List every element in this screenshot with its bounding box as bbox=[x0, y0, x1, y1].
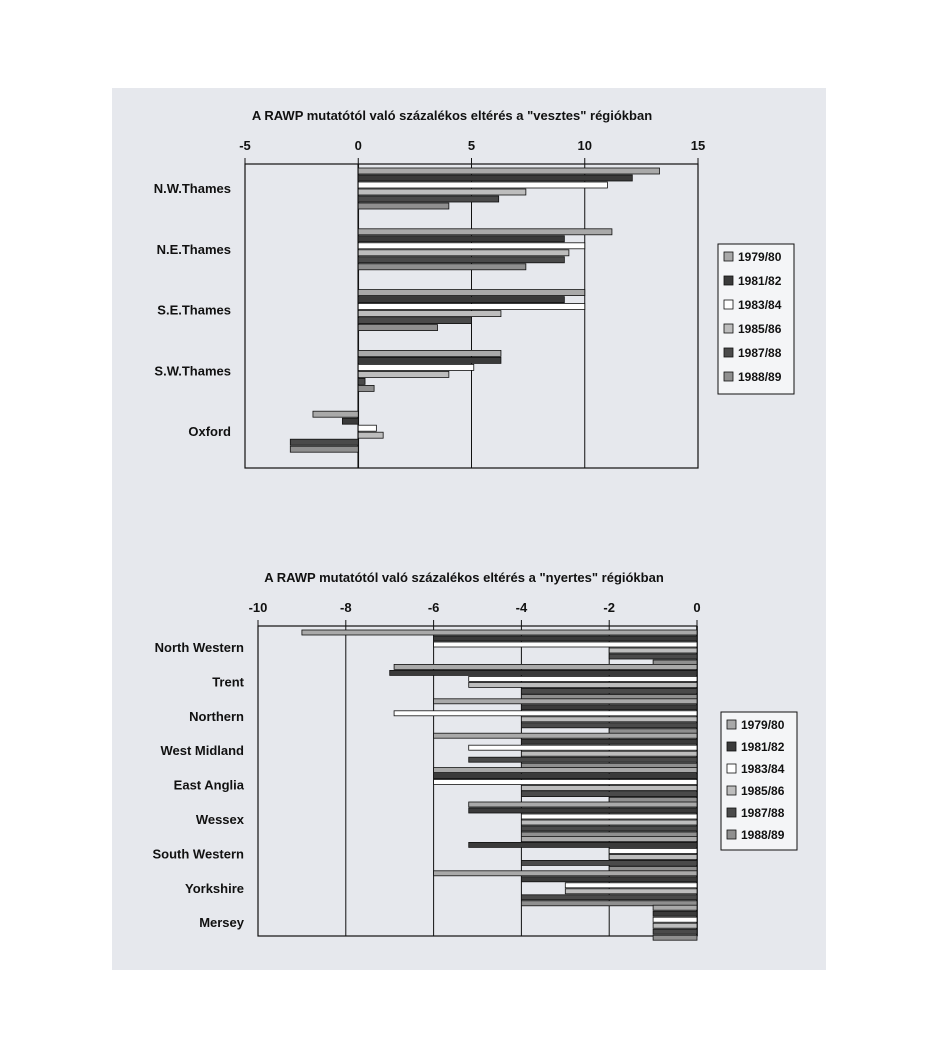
legend-swatch-1988-89 bbox=[727, 830, 736, 839]
legend-swatch-1981-82 bbox=[727, 742, 736, 751]
bar-s-w-thames-1983-84 bbox=[358, 364, 474, 370]
legend-swatch-1983-84 bbox=[724, 300, 733, 309]
x-tick-label: -6 bbox=[427, 600, 440, 615]
bar-s-w-thames-1979-80 bbox=[358, 350, 501, 356]
bar-mersey-1981-82 bbox=[653, 911, 697, 916]
bar-s-e-thames-1985-86 bbox=[358, 311, 501, 317]
bar-wessex-1981-82 bbox=[469, 808, 697, 813]
category-label-yorkshire: Yorkshire bbox=[184, 880, 244, 896]
bar-s-w-thames-1981-82 bbox=[358, 357, 501, 363]
bar-west-midland-1981-82 bbox=[521, 739, 697, 744]
category-label-east-anglia: East Anglia bbox=[173, 777, 244, 793]
bar-mersey-1979-80 bbox=[653, 905, 697, 910]
bar-north-western-1979-80 bbox=[302, 630, 697, 635]
legend-label-1983-84: 1983/84 bbox=[741, 762, 785, 776]
legend-label-1985-86: 1985/86 bbox=[741, 784, 785, 798]
category-label-n-e-thames: N.E.Thames bbox=[156, 241, 231, 257]
bar-oxford-1983-84 bbox=[358, 425, 376, 431]
legend-swatch-1979-80 bbox=[724, 252, 733, 261]
legend-swatch-1979-80 bbox=[727, 720, 736, 729]
chart-2 bbox=[153, 570, 798, 940]
bar-trent-1979-80 bbox=[394, 664, 697, 669]
legend-label-1988-89: 1988/89 bbox=[741, 828, 785, 842]
category-label-west-midland: West Midland bbox=[160, 743, 244, 759]
category-label-north-western: North Western bbox=[154, 640, 244, 655]
bar-east-anglia-1983-84 bbox=[434, 780, 697, 785]
bar-northern-1985-86 bbox=[521, 717, 697, 722]
bar-yorkshire-1979-80 bbox=[434, 871, 697, 876]
bar-south-western-1981-82 bbox=[469, 842, 697, 847]
legend-swatch-1985-86 bbox=[724, 324, 733, 333]
category-label-oxford: Oxford bbox=[188, 424, 231, 440]
bar-north-western-1987-88 bbox=[609, 654, 697, 659]
bar-west-midland-1985-86 bbox=[521, 751, 697, 756]
bar-s-w-thames-1985-86 bbox=[358, 371, 449, 377]
category-label-wessex: Wessex bbox=[195, 812, 244, 827]
bar-east-anglia-1987-88 bbox=[521, 792, 697, 797]
bar-east-anglia-1981-82 bbox=[434, 774, 697, 779]
charts-canvas bbox=[112, 88, 826, 970]
bar-n-w-thames-1981-82 bbox=[358, 175, 632, 181]
bar-s-w-thames-1987-88 bbox=[358, 378, 365, 384]
category-label-trent: Trent bbox=[212, 674, 244, 690]
bar-northern-1983-84 bbox=[394, 711, 697, 716]
legend-label-1987-88: 1987/88 bbox=[738, 346, 782, 360]
bar-west-midland-1979-80 bbox=[434, 733, 697, 738]
bar-northern-1987-88 bbox=[521, 723, 697, 728]
legend-label-1985-86: 1985/86 bbox=[738, 322, 782, 336]
x-tick-label: 10 bbox=[577, 138, 592, 153]
bar-n-e-thames-1988-89 bbox=[358, 264, 526, 270]
x-tick-label: 15 bbox=[690, 138, 706, 153]
bar-northern-1979-80 bbox=[434, 699, 697, 704]
legend-label-1981-82: 1981/82 bbox=[738, 274, 782, 288]
bar-north-western-1985-86 bbox=[609, 648, 697, 653]
legend-swatch-1983-84 bbox=[727, 764, 736, 773]
chart-title: A RAWP mutatótól való százalékos eltérés a "vesztes" régiókban bbox=[251, 108, 653, 123]
bar-mersey-1983-84 bbox=[653, 917, 697, 922]
chart-1 bbox=[154, 108, 794, 468]
bar-oxford-1985-86 bbox=[358, 432, 383, 438]
bar-mersey-1985-86 bbox=[653, 923, 697, 928]
bar-yorkshire-1985-86 bbox=[565, 889, 697, 894]
legend-label-1979-80: 1979/80 bbox=[738, 250, 782, 264]
bar-west-midland-1983-84 bbox=[469, 745, 697, 750]
bar-northern-1981-82 bbox=[521, 705, 697, 710]
bar-trent-1987-88 bbox=[521, 688, 697, 693]
legend-swatch-1988-89 bbox=[724, 372, 733, 381]
x-tick-label: 0 bbox=[354, 138, 362, 153]
x-tick-label: -4 bbox=[515, 600, 528, 615]
legend-swatch-1987-88 bbox=[727, 808, 736, 817]
bar-south-western-1983-84 bbox=[609, 848, 697, 853]
category-label-northern: Northern bbox=[189, 708, 244, 724]
bar-mersey-1987-88 bbox=[653, 929, 697, 934]
bar-oxford-1988-89 bbox=[290, 446, 358, 452]
x-tick-label: -5 bbox=[239, 138, 251, 153]
category-label-south-western: South Western bbox=[152, 846, 244, 862]
x-tick-label: -10 bbox=[248, 600, 268, 615]
x-tick-label: 5 bbox=[467, 138, 476, 153]
bar-s-e-thames-1981-82 bbox=[358, 297, 564, 303]
bar-n-w-thames-1979-80 bbox=[358, 168, 659, 174]
bar-n-e-thames-1985-86 bbox=[358, 250, 569, 256]
bar-oxford-1979-80 bbox=[313, 411, 358, 417]
legend-label-1983-84: 1983/84 bbox=[738, 298, 782, 312]
bar-wessex-1987-88 bbox=[521, 826, 697, 831]
bar-wessex-1985-86 bbox=[521, 820, 697, 825]
bar-n-w-thames-1983-84 bbox=[358, 182, 607, 188]
bar-yorkshire-1983-84 bbox=[565, 883, 697, 888]
legend-swatch-1985-86 bbox=[727, 786, 736, 795]
legend-label-1979-80: 1979/80 bbox=[741, 718, 785, 732]
bar-n-e-thames-1983-84 bbox=[358, 243, 585, 249]
legend bbox=[718, 244, 794, 394]
bar-yorkshire-1987-88 bbox=[521, 895, 697, 900]
category-label-s-e-thames: S.E.Thames bbox=[157, 302, 231, 318]
x-tick-label: -2 bbox=[603, 600, 615, 615]
bar-n-e-thames-1981-82 bbox=[358, 236, 564, 242]
bar-yorkshire-1981-82 bbox=[521, 877, 697, 882]
bar-north-western-1983-84 bbox=[434, 642, 697, 647]
bar-east-anglia-1985-86 bbox=[521, 786, 697, 791]
bar-wessex-1983-84 bbox=[521, 814, 697, 819]
bar-south-western-1985-86 bbox=[609, 854, 697, 859]
bar-s-e-thames-1979-80 bbox=[358, 290, 585, 296]
legend bbox=[721, 712, 797, 850]
legend-swatch-1987-88 bbox=[724, 348, 733, 357]
bar-south-western-1987-88 bbox=[521, 860, 697, 865]
category-label-s-w-thames: S.W.Thames bbox=[154, 363, 231, 379]
category-label-mersey: Mersey bbox=[199, 915, 244, 931]
bar-n-w-thames-1987-88 bbox=[358, 196, 498, 202]
bar-wessex-1979-80 bbox=[469, 802, 697, 807]
legend-label-1981-82: 1981/82 bbox=[741, 740, 785, 754]
legend-label-1987-88: 1987/88 bbox=[741, 806, 785, 820]
x-tick-label: 0 bbox=[693, 600, 701, 615]
bar-trent-1985-86 bbox=[469, 682, 697, 687]
bar-east-anglia-1979-80 bbox=[434, 768, 697, 773]
bar-north-western-1981-82 bbox=[434, 636, 697, 641]
bar-s-e-thames-1983-84 bbox=[358, 304, 585, 310]
bar-oxford-1987-88 bbox=[290, 439, 358, 445]
bar-s-e-thames-1988-89 bbox=[358, 325, 437, 331]
chart-title: A RAWP mutatótól való százalékos eltérés a "nyertes" régiókban bbox=[264, 570, 664, 585]
bar-oxford-1981-82 bbox=[342, 418, 358, 424]
scanned-page bbox=[112, 88, 826, 970]
bar-s-e-thames-1987-88 bbox=[358, 318, 471, 324]
bar-west-midland-1987-88 bbox=[469, 757, 697, 762]
x-tick-label: -8 bbox=[340, 600, 352, 615]
bar-south-western-1979-80 bbox=[521, 836, 697, 841]
bar-s-w-thames-1988-89 bbox=[358, 385, 374, 391]
bar-n-e-thames-1987-88 bbox=[358, 257, 564, 263]
bar-trent-1981-82 bbox=[390, 670, 697, 675]
bar-n-e-thames-1979-80 bbox=[358, 229, 612, 235]
bar-trent-1983-84 bbox=[469, 676, 697, 681]
category-label-n-w-thames: N.W.Thames bbox=[153, 181, 231, 196]
legend-label-1988-89: 1988/89 bbox=[738, 370, 782, 384]
bar-mersey-1988-89 bbox=[653, 935, 697, 940]
bar-n-w-thames-1988-89 bbox=[358, 203, 449, 209]
bar-n-w-thames-1985-86 bbox=[358, 189, 526, 195]
legend-swatch-1981-82 bbox=[724, 276, 733, 285]
